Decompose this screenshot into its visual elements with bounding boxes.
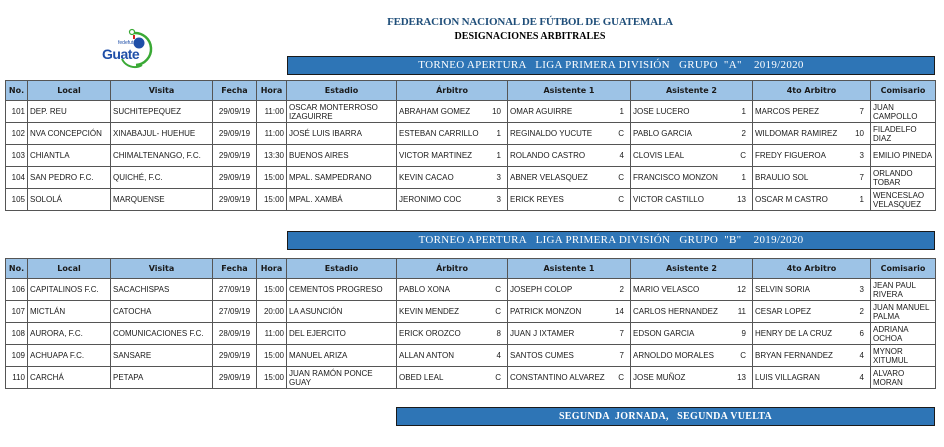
match-date: 29/09/19 (213, 367, 257, 389)
assistant-1-name: OMAR AGUIRRE (510, 107, 573, 116)
match-commissioner: ADRIANA OCHOA (871, 323, 936, 345)
referee-name: KEVIN CACAO (399, 173, 454, 182)
local-team: SOLOLÁ (28, 189, 111, 211)
local-team: NVA CONCEPCIÓN (28, 123, 111, 145)
fourth-official-category: 2 (859, 307, 864, 316)
col-header-visita: Visita (111, 259, 213, 279)
match-commissioner: EMILIO PINEDA (871, 145, 936, 167)
col-header-fecha: Fecha (213, 81, 257, 101)
assistant-1-name: PATRICK MONZON (510, 307, 582, 316)
assistant-1 (508, 189, 631, 211)
referee-name: JERONIMO COC (399, 195, 462, 204)
referee (397, 189, 508, 211)
fourth-official (753, 301, 871, 323)
local-team: CARCHÁ (28, 367, 111, 389)
referee (397, 301, 508, 323)
referee-name: OBED LEAL (399, 373, 444, 382)
match-time: 15:00 (257, 345, 287, 367)
assistant-2-name: CLOVIS LEAL (633, 151, 685, 160)
logo-subtext: fedefut (118, 40, 134, 46)
logo-text: Guate (102, 46, 140, 62)
col-header-local: Local (28, 81, 111, 101)
referee-name: ALLAN ANTON (399, 351, 454, 360)
match-number: 105 (6, 189, 28, 211)
table-header-row (6, 81, 936, 101)
match-number: 102 (6, 123, 28, 145)
assistant-2-category: 13 (737, 195, 746, 204)
match-date: 29/09/19 (213, 345, 257, 367)
match-number: 103 (6, 145, 28, 167)
referee-category: 3 (496, 173, 501, 182)
group-b-table (5, 258, 936, 389)
referee (397, 167, 508, 189)
referee (397, 145, 508, 167)
assistant-1 (508, 323, 631, 345)
local-team: CHIANTLA (28, 145, 111, 167)
fourth-official-category: 10 (855, 129, 864, 138)
visiting-team: SANSARE (111, 345, 213, 367)
referee-category: 3 (496, 195, 501, 204)
match-commissioner: JEAN PAUL RIVERA (871, 279, 936, 301)
col-header-asistente2: Asistente 2 (631, 81, 753, 101)
assistant-2-name: CARLOS HERNANDEZ (633, 307, 718, 316)
fourth-official-name: BRYAN FERNANDEZ (755, 351, 833, 360)
match-number: 107 (6, 301, 28, 323)
col-header-estadio: Estadio (287, 259, 397, 279)
referee-name: ABRAHAM GOMEZ (399, 107, 471, 116)
stadium: CEMENTOS PROGRESO (287, 279, 397, 301)
assistant-2 (631, 123, 753, 145)
local-team: MICTLÁN (28, 301, 111, 323)
referee-category: C (495, 285, 501, 294)
assistant-1 (508, 345, 631, 367)
match-time: 15:00 (257, 189, 287, 211)
referee-category: C (495, 307, 501, 316)
fourth-official-category: 1 (859, 195, 864, 204)
match-number: 108 (6, 323, 28, 345)
referee-name: ESTEBAN CARRILLO (399, 129, 479, 138)
group-b-banner (287, 231, 935, 250)
referee-category: C (495, 373, 501, 382)
assistant-2-name: VICTOR CASTILLO (633, 195, 704, 204)
fourth-official-name: FREDY FIGUEROA (755, 151, 826, 160)
referee (397, 101, 508, 123)
fourth-official-name: HENRY DE LA CRUZ (755, 329, 833, 338)
assistant-2-name: MARIO VELASCO (633, 285, 700, 294)
col-header-comisario: Comisario (871, 259, 936, 279)
assistant-1 (508, 101, 631, 123)
visiting-team: QUICHÉ, F.C. (111, 167, 213, 189)
match-date: 29/09/19 (213, 189, 257, 211)
fourth-official-category: 3 (859, 151, 864, 160)
table-row (6, 345, 936, 367)
group-b-banner-text: TORNEO APERTURA LIGA PRIMERA DIVISIÓN GRUPO "B" 2019/2020 (418, 234, 804, 246)
match-time: 11:00 (257, 123, 287, 145)
stadium: JOSÉ LUIS IBARRA (287, 123, 397, 145)
fourth-official-name: BRAULIO SOL (755, 173, 809, 182)
fourth-official (753, 345, 871, 367)
assistant-1-name: ABNER VELASQUEZ (510, 173, 588, 182)
match-time: 15:00 (257, 367, 287, 389)
match-commissioner: ALVARO MORAN (871, 367, 936, 389)
match-commissioner: ORLANDO TOBAR (871, 167, 936, 189)
col-header-no: No. (6, 259, 28, 279)
referee (397, 367, 508, 389)
assistant-1 (508, 145, 631, 167)
match-date: 27/09/19 (213, 279, 257, 301)
assistant-2-category: 12 (737, 285, 746, 294)
assistant-1-category: 7 (619, 329, 624, 338)
referee-name: VICTOR MARTINEZ (399, 151, 473, 160)
referee-name: ERICK OROZCO (399, 329, 461, 338)
fourth-official (753, 145, 871, 167)
table-row (6, 323, 936, 345)
match-number: 109 (6, 345, 28, 367)
assistant-1-category: C (618, 173, 624, 182)
match-date: 29/09/19 (213, 145, 257, 167)
fourth-official-name: MARCOS PEREZ (755, 107, 820, 116)
match-commissioner: MYNOR XITUMUL (871, 345, 936, 367)
doc-title: DESIGNACIONES ARBITRALES (454, 31, 606, 42)
fourth-official-category: 6 (859, 329, 864, 338)
referee (397, 279, 508, 301)
assistant-2 (631, 145, 753, 167)
col-header-comisario: Comisario (871, 81, 936, 101)
visiting-team: CHIMALTENANGO, F.C. (111, 145, 213, 167)
local-team: CAPITALINOS F.C. (28, 279, 111, 301)
assistant-2 (631, 301, 753, 323)
assistant-2-category: C (740, 351, 746, 360)
col-header-asistente1: Asistente 1 (508, 259, 631, 279)
assistant-2-name: PABLO GARCIA (633, 129, 692, 138)
col-header-fecha: Fecha (213, 259, 257, 279)
visiting-team: COMUNICACIONES F.C. (111, 323, 213, 345)
assistant-1-name: SANTOS CUMES (510, 351, 574, 360)
match-number: 104 (6, 167, 28, 189)
match-time: 20:00 (257, 301, 287, 323)
visiting-team: SUCHITEPEQUEZ (111, 101, 213, 123)
referee-category: 10 (492, 107, 501, 116)
jornada-banner (396, 407, 935, 426)
fourth-official-name: LUIS VILLAGRAN (755, 373, 820, 382)
stadium: MANUEL ARIZA (287, 345, 397, 367)
fourth-official-name: OSCAR M CASTRO (755, 195, 828, 204)
local-team: DEP. REU (28, 101, 111, 123)
fedefut-logo (96, 25, 166, 70)
col-header-estadio: Estadio (287, 81, 397, 101)
assistant-2-category: 11 (737, 307, 746, 316)
match-commissioner: WENCESLAO VELASQUEZ (871, 189, 936, 211)
assistant-2-category: 1 (741, 173, 746, 182)
col-header-asistente1: Asistente 1 (508, 81, 631, 101)
assistant-1 (508, 279, 631, 301)
fourth-official-category: 3 (859, 285, 864, 294)
col-header-hora: Hora (257, 81, 287, 101)
jornada-banner-text: SEGUNDA JORNADA, SEGUNDA VUELTA (558, 411, 773, 422)
fourth-official-name: CESAR LOPEZ (755, 307, 812, 316)
match-date: 28/09/19 (213, 323, 257, 345)
assistant-2-category: 13 (737, 373, 746, 382)
assistant-2 (631, 101, 753, 123)
referee-category: 8 (496, 329, 501, 338)
table-row (6, 167, 936, 189)
assistant-1 (508, 301, 631, 323)
match-commissioner: JUAN MANUEL PALMA (871, 301, 936, 323)
table-row (6, 123, 936, 145)
match-commissioner: JUAN CAMPOLLO (871, 101, 936, 123)
org-title: FEDERACION NACIONAL DE FÚTBOL DE GUATEMALA (387, 16, 673, 28)
fourth-official (753, 167, 871, 189)
table-row (6, 301, 936, 323)
assistant-2 (631, 279, 753, 301)
stadium: JUAN RAMÓN PONCE GUAY (287, 367, 397, 389)
stadium: MPAL. XAMBÁ (287, 189, 397, 211)
referee (397, 323, 508, 345)
assistant-2-name: EDSON GARCIA (633, 329, 695, 338)
referee-category: 1 (496, 129, 501, 138)
visiting-team: CATOCHA (111, 301, 213, 323)
assistant-1-name: CONSTANTINO ALVAREZ (510, 373, 605, 382)
col-header-cuarto-arbitro: 4to Arbitro (753, 81, 871, 101)
fourth-official-category: 4 (859, 351, 864, 360)
match-commissioner: FILADELFO DIAZ (871, 123, 936, 145)
match-time: 15:00 (257, 167, 287, 189)
group-a-table (5, 80, 936, 211)
table-header-row (6, 259, 936, 279)
assistant-2 (631, 167, 753, 189)
col-header-cuarto-arbitro: 4to Arbitro (753, 259, 871, 279)
local-team: SAN PEDRO F.C. (28, 167, 111, 189)
assistant-2-name: FRANCISCO MONZON (633, 173, 718, 182)
col-header-arbitro: Árbitro (397, 259, 508, 279)
assistant-2 (631, 189, 753, 211)
match-date: 27/09/19 (213, 301, 257, 323)
fourth-official (753, 189, 871, 211)
referee-name: PABLO XONA (399, 285, 450, 294)
col-header-asistente2: Asistente 2 (631, 259, 753, 279)
assistant-1-category: 2 (619, 285, 624, 294)
fourth-official (753, 101, 871, 123)
visiting-team: XINABAJUL- HUEHUE (111, 123, 213, 145)
stadium: MPAL. SAMPEDRANO (287, 167, 397, 189)
assistant-1-category: C (618, 373, 624, 382)
stadium: OSCAR MONTERROSO IZAGUIRRE (287, 101, 397, 123)
fourth-official (753, 323, 871, 345)
match-number: 106 (6, 279, 28, 301)
fourth-official (753, 367, 871, 389)
assistant-2 (631, 367, 753, 389)
assistant-2-category: 2 (741, 129, 746, 138)
match-date: 29/09/19 (213, 167, 257, 189)
col-header-visita: Visita (111, 81, 213, 101)
match-number: 101 (6, 101, 28, 123)
match-time: 11:00 (257, 323, 287, 345)
match-number: 110 (6, 367, 28, 389)
assistant-1-name: REGINALDO YUCUTE (510, 129, 593, 138)
referee-category: 1 (496, 151, 501, 160)
match-time: 15:00 (257, 279, 287, 301)
fourth-official-category: 7 (859, 173, 864, 182)
assistant-1 (508, 167, 631, 189)
match-time: 11:00 (257, 101, 287, 123)
table-row (6, 367, 936, 389)
group-a-banner (287, 56, 935, 75)
assistant-1-name: JOSEPH COLOP (510, 285, 573, 294)
assistant-1-category: C (618, 195, 624, 204)
assistant-2 (631, 345, 753, 367)
fourth-official-name: WILDOMAR RAMIREZ (755, 129, 838, 138)
referee (397, 123, 508, 145)
assistant-1-category: 4 (619, 151, 624, 160)
assistant-1-category: C (618, 129, 624, 138)
fourth-official-category: 7 (859, 107, 864, 116)
fourth-official-category: 4 (859, 373, 864, 382)
table-row (6, 189, 936, 211)
visiting-team: MARQUENSE (111, 189, 213, 211)
assistant-1-category: 14 (615, 307, 624, 316)
referee-name: KEVIN MENDEZ (399, 307, 460, 316)
col-header-arbitro: Árbitro (397, 81, 508, 101)
assistant-1-name: JUAN J IXTAMER (510, 329, 575, 338)
assistant-1-name: ERICK REYES (510, 195, 564, 204)
assistant-1 (508, 123, 631, 145)
assistant-2-category: 1 (741, 107, 746, 116)
assistant-2-name: JOSE MUÑOZ (633, 373, 686, 382)
visiting-team: SACACHISPAS (111, 279, 213, 301)
col-header-no: No. (6, 81, 28, 101)
fourth-official (753, 279, 871, 301)
table-row (6, 101, 936, 123)
assistant-2-name: ARNOLDO MORALES (633, 351, 714, 360)
col-header-local: Local (28, 259, 111, 279)
assistant-1-category: 7 (619, 351, 624, 360)
assistant-1-category: 1 (619, 107, 624, 116)
assistant-2-name: JOSE LUCERO (633, 107, 690, 116)
referee-category: 4 (496, 351, 501, 360)
assistant-2 (631, 323, 753, 345)
match-date: 29/09/19 (213, 101, 257, 123)
assistant-1-name: ROLANDO CASTRO (510, 151, 586, 160)
assistant-2-category: C (740, 151, 746, 160)
stadium: LA ASUNCIÓN (287, 301, 397, 323)
referee (397, 345, 508, 367)
match-date: 29/09/19 (213, 123, 257, 145)
fourth-official-name: SELVIN SORIA (755, 285, 810, 294)
visiting-team: PETAPA (111, 367, 213, 389)
table-row (6, 279, 936, 301)
assistant-2-category: 9 (741, 329, 746, 338)
fourth-official (753, 123, 871, 145)
col-header-hora: Hora (257, 259, 287, 279)
stadium: BUENOS AIRES (287, 145, 397, 167)
local-team: AURORA, F.C. (28, 323, 111, 345)
group-a-banner-text: TORNEO APERTURA LIGA PRIMERA DIVISIÓN GRUPO "A" 2019/2020 (418, 59, 804, 71)
assistant-1 (508, 367, 631, 389)
match-time: 13:30 (257, 145, 287, 167)
stadium: DEL EJERCITO (287, 323, 397, 345)
table-row (6, 145, 936, 167)
local-team: ACHUAPA F.C. (28, 345, 111, 367)
